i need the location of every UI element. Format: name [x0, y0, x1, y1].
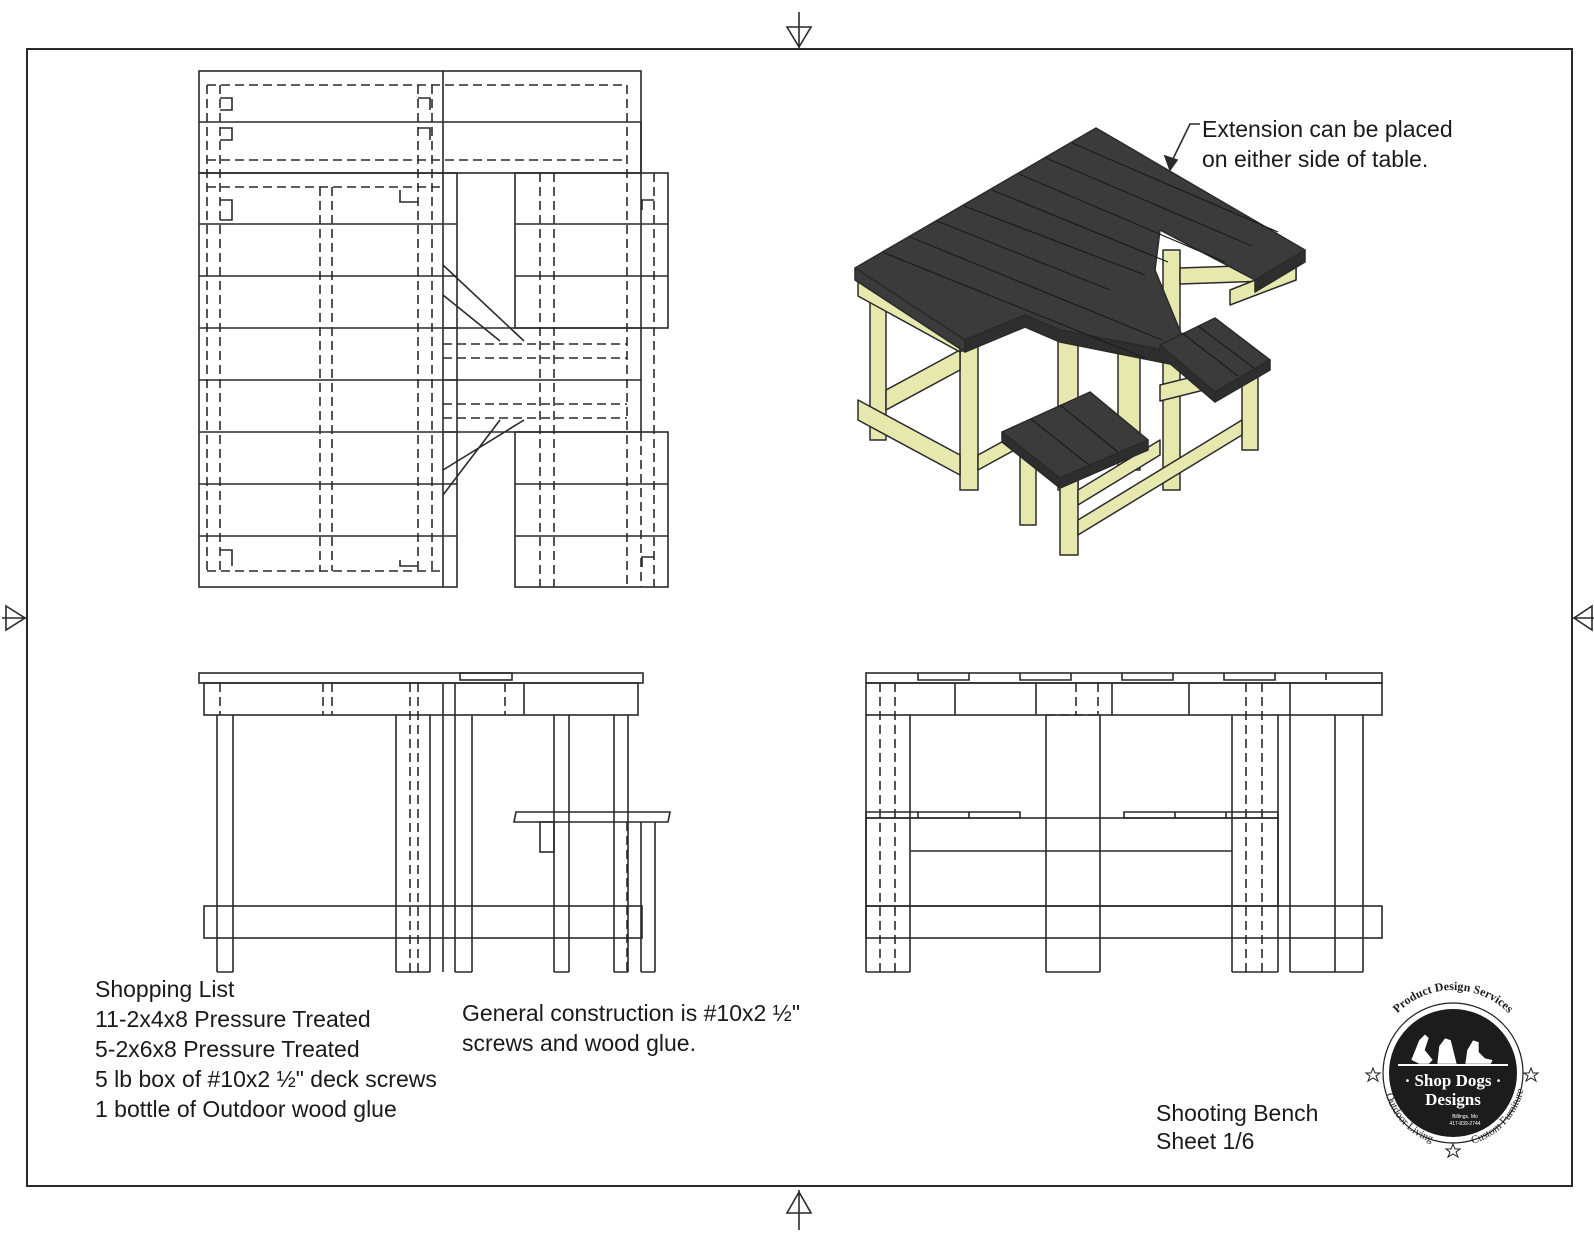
shopping-list-item: 1 bottle of Outdoor wood glue — [95, 1096, 397, 1122]
title-block — [1156, 1099, 1318, 1155]
shopping-list-heading: Shopping List — [95, 976, 235, 1002]
callout-line-2: on either side of table. — [1202, 146, 1429, 172]
general-note-line-2: screws and wood glue. — [462, 1030, 696, 1056]
drawing-title: Shooting Bench — [1156, 1100, 1319, 1126]
shopping-list-item: 5-2x6x8 Pressure Treated — [95, 1036, 360, 1062]
logo-arc-left-path: Outdoor Living — [1382, 1091, 1435, 1146]
extension-callout — [1202, 114, 1453, 174]
shop-dogs-designs-logo — [1353, 968, 1553, 1168]
shopping-list-item: 11-2x4x8 Pressure Treated — [95, 1006, 371, 1032]
callout-line-1: Extension can be placed — [1202, 116, 1453, 142]
logo-phone: 417-839-2744 — [1449, 1121, 1481, 1127]
general-note-line-1: General construction is #10x2 ½" — [462, 1000, 801, 1026]
callout-leader — [1165, 124, 1200, 170]
top-view — [199, 71, 668, 587]
shopping-list-item: 5 lb box of #10x2 ½" deck screws — [95, 1066, 437, 1092]
sheet-number: Sheet 1/6 — [1156, 1128, 1255, 1154]
logo-location: Billings, Mo — [1452, 1114, 1478, 1120]
front-view — [866, 673, 1382, 972]
logo-name-line-2: Designs — [1425, 1090, 1481, 1109]
logo-arc-top: Product Design Services — [1389, 978, 1517, 1016]
isometric-view — [855, 128, 1305, 555]
logo-name-line-1: · Shop Dogs · — [1404, 1071, 1502, 1090]
side-view — [199, 673, 670, 972]
shopping-list — [95, 974, 437, 1124]
general-construction-note — [462, 998, 800, 1058]
logo-arc-right-path: Custom Furniture — [1469, 1087, 1527, 1147]
